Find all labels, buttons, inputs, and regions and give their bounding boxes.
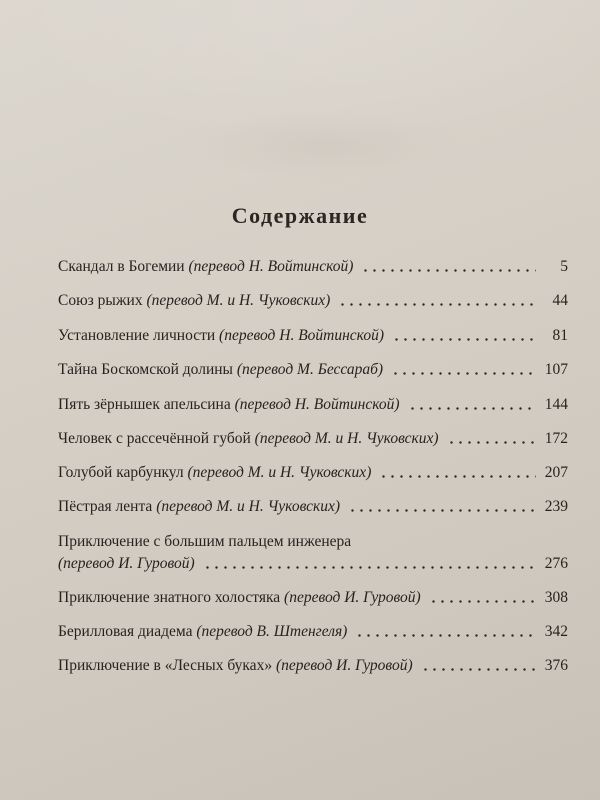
toc-entry bbox=[58, 496, 568, 518]
toc-entry bbox=[58, 394, 568, 416]
entry-page-number: 5 bbox=[560, 258, 568, 275]
toc-entry bbox=[58, 256, 568, 278]
leader-dots bbox=[447, 441, 536, 444]
entry-page-number: 207 bbox=[544, 464, 568, 481]
entry-page-number: 376 bbox=[544, 657, 568, 674]
toc-entry bbox=[58, 621, 568, 643]
toc-entry bbox=[58, 655, 568, 677]
entry-translator: (перевод М. и Н. Чуковских) bbox=[187, 464, 372, 481]
entry-title: Пять зёрнышек апельсина bbox=[58, 396, 231, 413]
entry-title: Приключение в «Лесных буках» bbox=[58, 657, 273, 674]
leader-dots bbox=[361, 269, 536, 272]
entry-title: Союз рыжих bbox=[58, 292, 143, 309]
toc-entry bbox=[58, 587, 568, 609]
leader-dots bbox=[379, 475, 536, 478]
entry-translator: (перевод В. Штенгеля) bbox=[196, 623, 348, 640]
entry-title: Приключение с большим пальцем инженера bbox=[58, 533, 352, 550]
leader-dots bbox=[338, 303, 536, 306]
entry-page-number: 308 bbox=[544, 589, 568, 606]
entry-page-number: 44 bbox=[552, 292, 568, 309]
leader-dots bbox=[355, 634, 536, 637]
entry-page-number: 81 bbox=[552, 327, 568, 344]
entry-title: Приключение знатного холостяка bbox=[58, 589, 281, 606]
entry-title: Скандал в Богемии bbox=[58, 258, 185, 275]
entry-translator: (перевод И. Гуровой) bbox=[284, 589, 421, 606]
entry-title: Человек с рассечённой губой bbox=[58, 430, 251, 447]
leader-dots bbox=[408, 407, 536, 410]
entry-translator: (перевод Н. Войтинской) bbox=[234, 396, 400, 413]
show-through-text bbox=[190, 110, 460, 180]
entry-translator: (перевод И. Гуровой) bbox=[275, 657, 413, 674]
leader-dots bbox=[203, 566, 536, 569]
entry-page-number: 239 bbox=[544, 498, 568, 515]
entry-page-number: 342 bbox=[544, 623, 568, 640]
entry-title: Тайна Боскомской долины bbox=[58, 361, 233, 378]
entry-page-number: 172 bbox=[544, 430, 568, 447]
entry-title: Голубой карбункул bbox=[58, 464, 184, 481]
toc-entry bbox=[58, 325, 568, 347]
toc-entry bbox=[58, 462, 568, 484]
leader-dots bbox=[348, 509, 536, 512]
toc-entry bbox=[58, 359, 568, 381]
entry-translator: (перевод Н. Войтинской) bbox=[219, 327, 384, 344]
leader-dots bbox=[392, 338, 536, 341]
entry-translator: (перевод И. Гуровой) bbox=[58, 555, 195, 572]
entry-title: Пёстрая лента bbox=[58, 498, 153, 515]
toc-entry bbox=[58, 428, 568, 450]
entry-translator: (перевод М. Бессараб) bbox=[236, 361, 384, 378]
entry-title: Установление личности bbox=[58, 327, 216, 344]
entry-page-number: 276 bbox=[544, 555, 568, 572]
toc-entry bbox=[58, 531, 568, 575]
leader-dots bbox=[429, 600, 536, 603]
toc-entry bbox=[58, 290, 568, 312]
entry-translator: (перевод М. и Н. Чуковских) bbox=[146, 292, 331, 309]
page-title: Содержание bbox=[231, 203, 369, 228]
entry-page-number: 107 bbox=[544, 361, 568, 378]
entry-translator: (перевод М. и Н. Чуковских) bbox=[156, 498, 341, 515]
entry-title: Берилловая диадема bbox=[58, 623, 193, 640]
entry-page-number: 144 bbox=[544, 396, 568, 413]
entry-translator: (перевод М. и Н. Чуковских) bbox=[254, 430, 439, 447]
leader-dots bbox=[391, 372, 536, 375]
leader-dots bbox=[421, 668, 536, 671]
entry-translator: (перевод Н. Войтинской) bbox=[188, 258, 354, 275]
